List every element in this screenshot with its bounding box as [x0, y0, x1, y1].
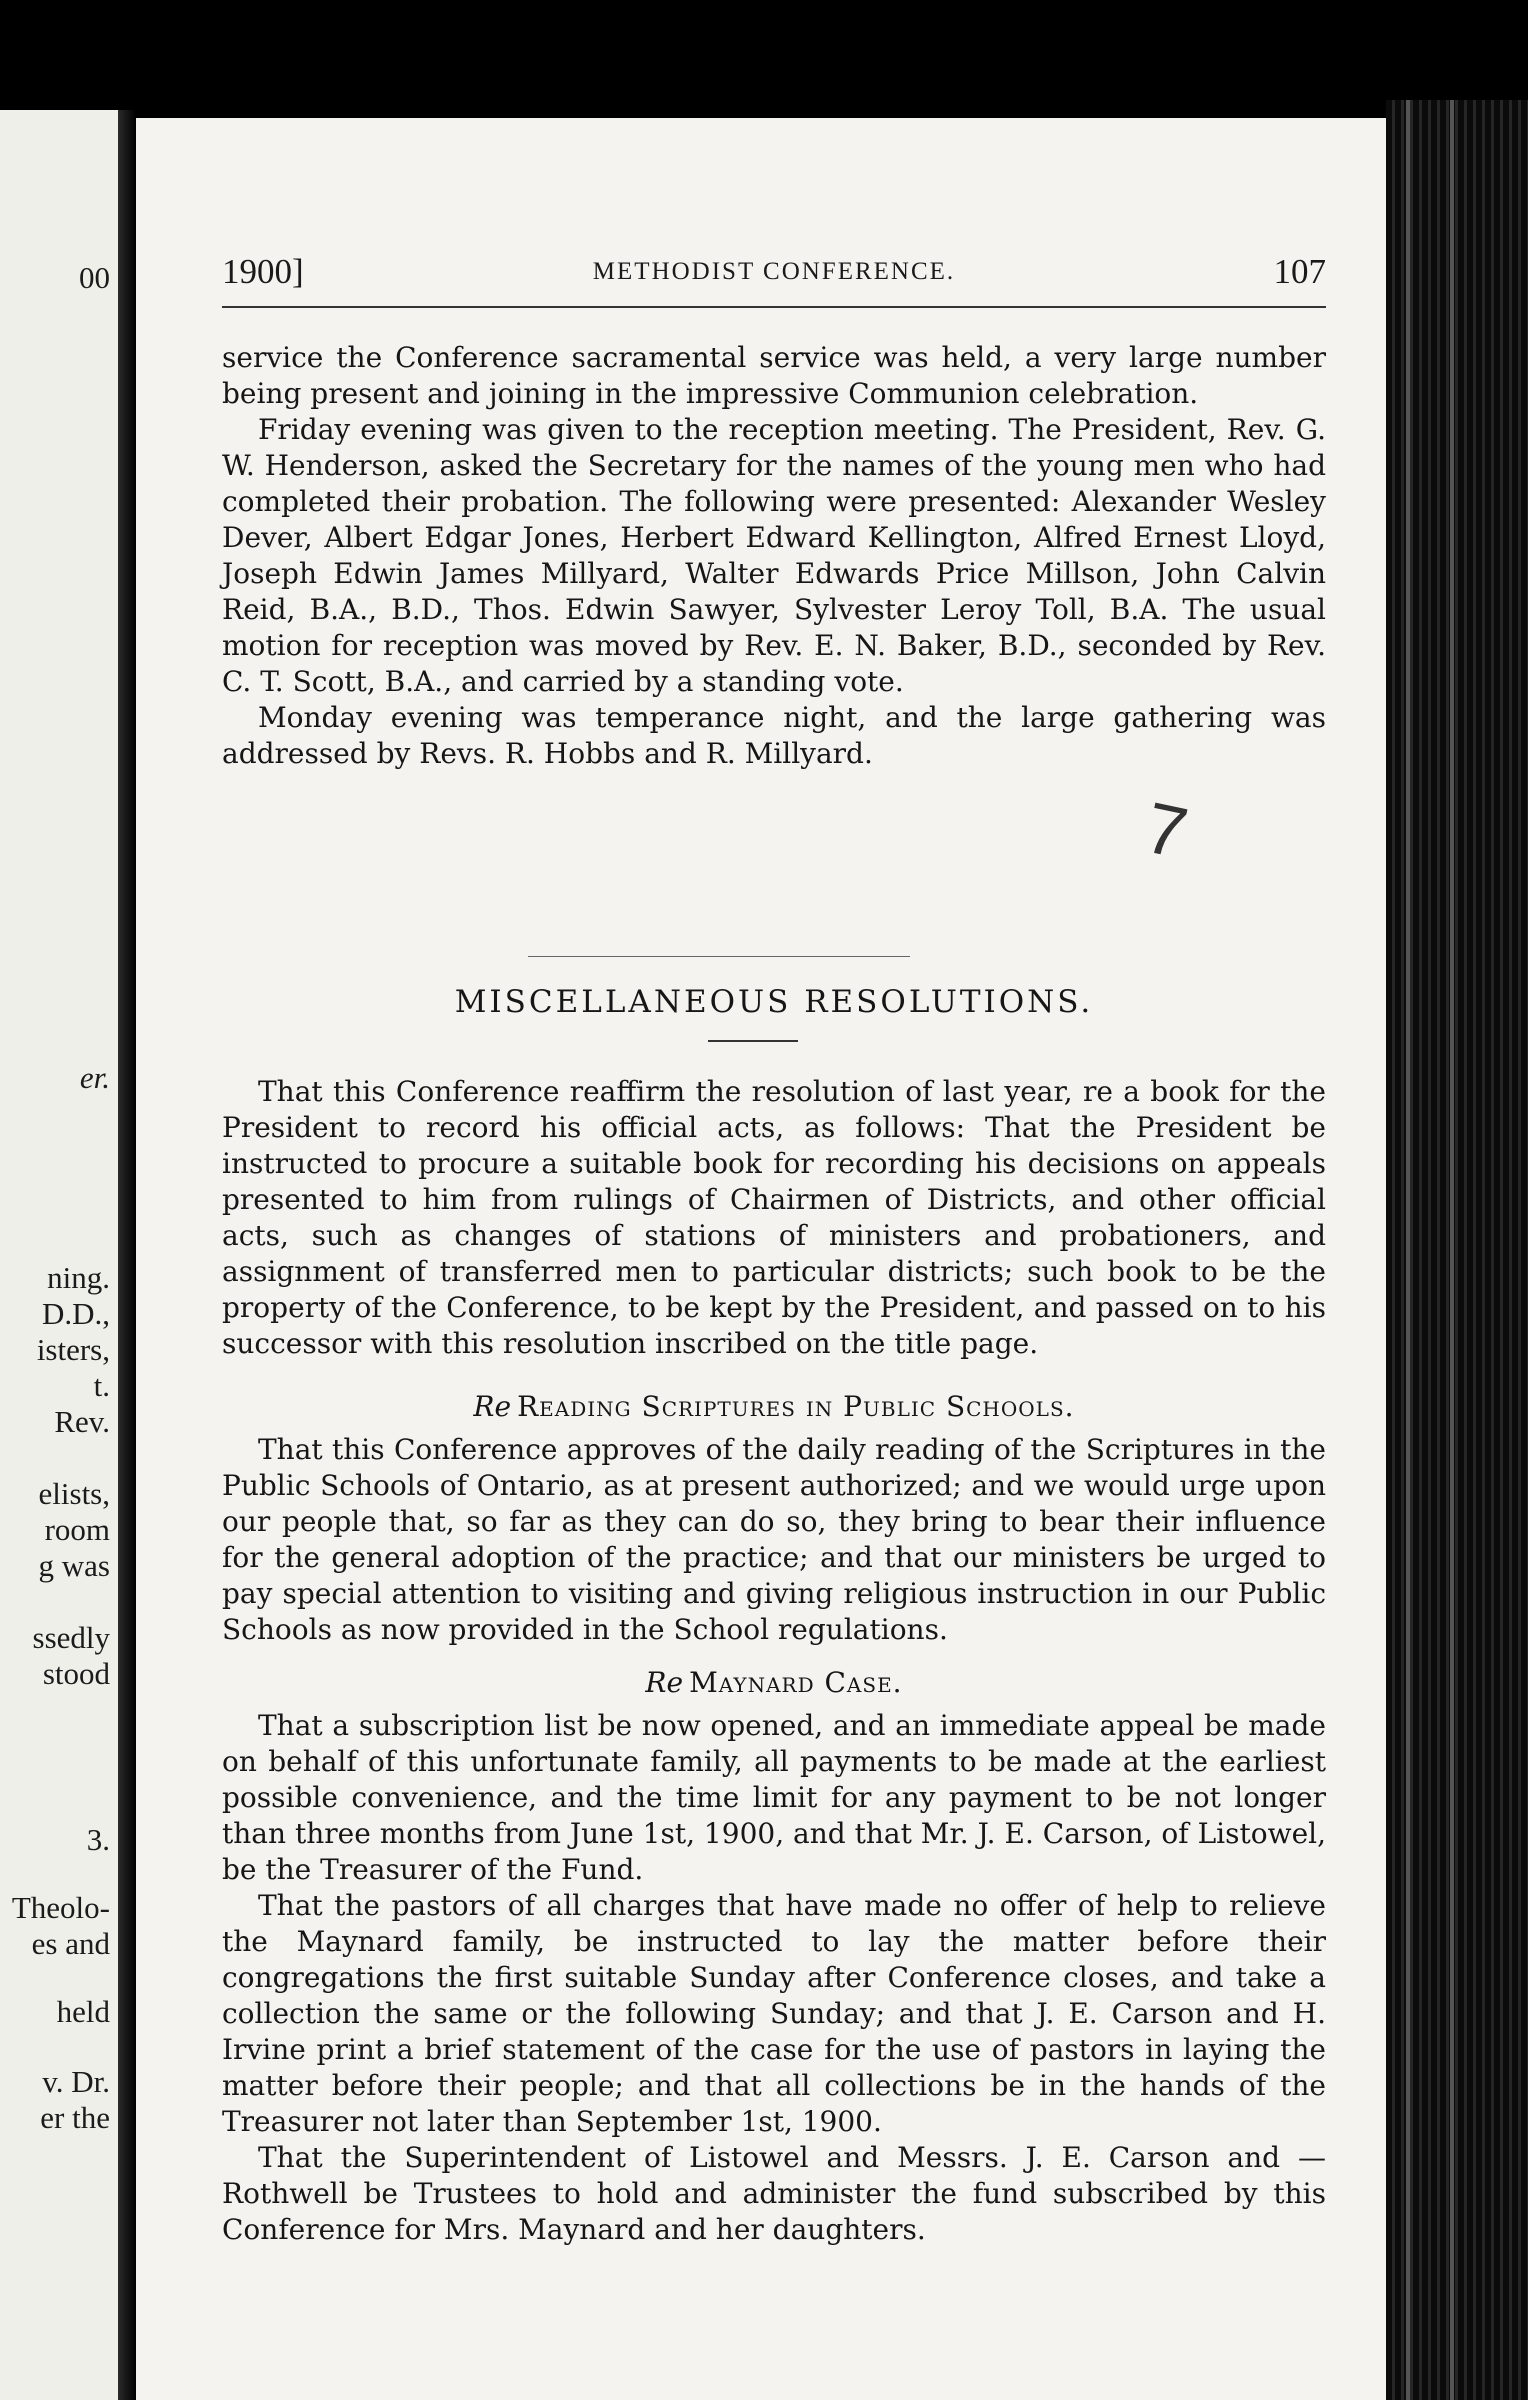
- paragraph: That the pastors of all charges that have made no offer of help to relieve the Maynard family, be instructed to lay the matter before their congregations the first suitable Sunday after Conference closes, and take a collection the same or the following Sunday; and that J. E. Carson and H. Irvine print a brief statement of the case for the use of pastors in laying the matter before their people; and that all collections be in the hands of the Treasurer not later than September 1st, 1900.: [222, 1889, 1326, 2138]
- left-fragment: t.: [93, 1368, 110, 1403]
- edge-highlight: [1406, 100, 1410, 2400]
- left-fragment: v. Dr.: [42, 2064, 110, 2099]
- left-page-fragment: [0, 110, 118, 2400]
- resolution-book: [222, 1074, 1326, 1362]
- subheading-title: Reading Scriptures in Public Schools.: [517, 1390, 1075, 1423]
- handwritten-mark: 7: [1138, 787, 1194, 875]
- left-fragment: elists,: [38, 1476, 110, 1511]
- running-header: [222, 252, 1326, 302]
- left-fragment: isters,: [36, 1332, 110, 1367]
- left-fragment: 3.: [86, 1822, 110, 1857]
- edge-highlight: [1450, 100, 1454, 2400]
- left-fragment: Theolo-: [11, 1890, 110, 1925]
- intro-text: [222, 340, 1326, 772]
- left-fragment: g was: [38, 1548, 110, 1583]
- paragraph: service the Conference sacramental service was held, a very large number being present and joining in the impressive Communion celebration.: [222, 341, 1326, 410]
- resolution-scripture: [222, 1432, 1326, 1648]
- header-rule: [222, 306, 1326, 308]
- subheading-title: Maynard Case.: [689, 1666, 903, 1699]
- left-fragment: er the: [40, 2100, 110, 2135]
- left-fragment: ning.: [47, 1260, 110, 1295]
- subheading-re: Re: [473, 1390, 512, 1423]
- header-title: METHODIST CONFERENCE.: [592, 258, 956, 285]
- left-fragment: stood: [42, 1656, 110, 1691]
- section-heading: MISCELLANEOUS RESOLUTIONS.: [454, 984, 1094, 1020]
- left-fragment: room: [44, 1512, 110, 1547]
- subheading-re: Re: [645, 1666, 684, 1699]
- book-gutter: [118, 110, 136, 2400]
- paragraph: Friday evening was given to the reception meeting. The President, Rev. G. W. Henderson, asked the Secretary for the names of the young men who had completed their probation. The following were presented: Alexander Wesley Dever, Albert Edgar Jones, Herbert Edward Kellington, Alfred Ernest Lloyd, Joseph Edwin James Millyard, Walter Edwards Price Millson, John Calvin Reid, B.A., B.D., Thos. Edwin Sawyer, Sylvester Leroy Toll, B.A. The usual motion for reception was moved by Rev. E. N. Baker, B.D., seconded by Rev. C. T. Scott, B.A., and carried by a standing vote.: [222, 413, 1326, 698]
- paragraph: Monday evening was temperance night, and the large gathering was addressed by Revs. R. Hobbs and R. Millyard.: [222, 701, 1326, 770]
- section-divider: [528, 956, 910, 957]
- paragraph: That this Conference approves of the daily reading of the Scriptures in the Public Schools of Ontario, as at present authorized; and we would urge upon our people that, so far as they can do so, they bring to bear their influence for the general adoption of the practice; and that our ministers be urged to pay special attention to visiting and giving religious instruction in our Public Schools as now provided in the School regulations.: [222, 1433, 1326, 1646]
- document-page: [136, 118, 1386, 2400]
- resolution-maynard: [222, 1708, 1326, 2248]
- left-fragment: held: [56, 1994, 110, 2029]
- subheading-maynard: [222, 1666, 1326, 1699]
- left-fragment: 00: [79, 260, 110, 295]
- page-number: 107: [1273, 252, 1326, 291]
- paragraph: That a subscription list be now opened, and an immediate appeal be made on behalf of this unfortunate family, all payments to be made at the earliest possible convenience, and the time limit for any payment to be not longer than three months from June 1st, 1900, and that Mr. J. E. Carson, of Listowel, be the Treasurer of the Fund.: [222, 1709, 1326, 1886]
- left-fragment: Rev.: [54, 1404, 110, 1439]
- left-fragment: es and: [31, 1926, 110, 1961]
- left-fragment: ssedly: [32, 1620, 110, 1655]
- subheading-scripture: [222, 1390, 1326, 1423]
- heading-rule: [708, 1040, 798, 1042]
- left-fragment: D.D.,: [41, 1296, 110, 1331]
- paragraph: That this Conference reaffirm the resolution of last year, re a book for the President to record his official acts, as follows: That the President be instructed to procure a suitable book for recording his decisions on appeals presented to him from rulings of Chairmen of Districts, and other official acts, such as changes of stations of ministers and probationers, and assignment of transferred men to particular districts; such book to be the property of the Conference, to be kept by the President, and passed on to his successor with this resolution inscribed on the title page.: [222, 1075, 1326, 1360]
- paragraph: That the Superintendent of Listowel and Messrs. J. E. Carson and — Rothwell be Trustees to hold and administer the fund subscribed by this Conference for Mrs. Maynard and her daughters.: [222, 2141, 1326, 2246]
- book-edge: [1386, 100, 1528, 2400]
- header-year: 1900]: [222, 252, 304, 291]
- left-fragment: er.: [79, 1060, 110, 1095]
